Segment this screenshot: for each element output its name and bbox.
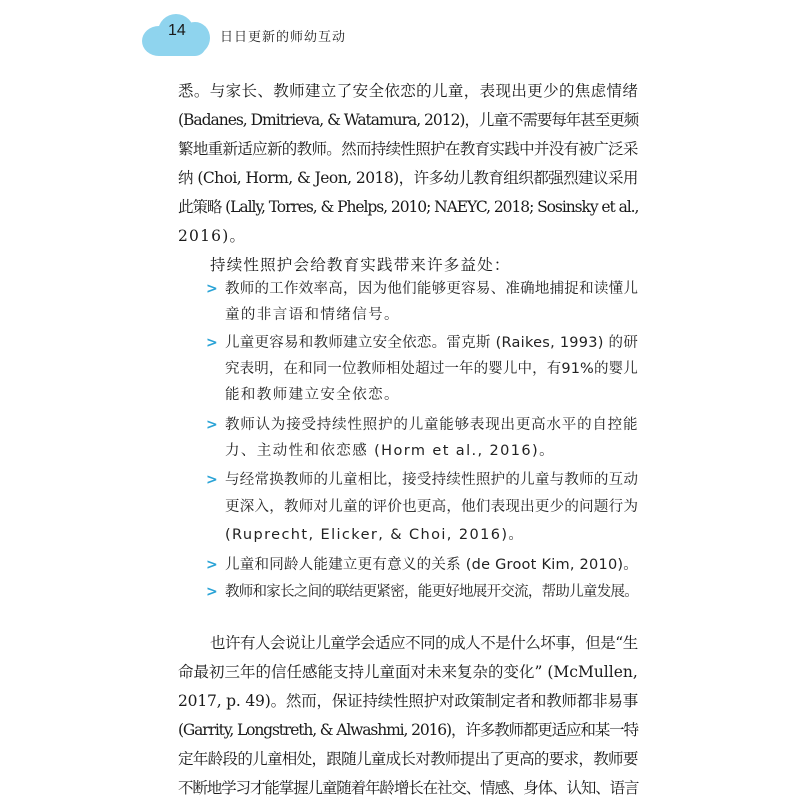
page-number: 14: [168, 22, 186, 39]
bullet-arrow-icon: >: [206, 557, 218, 573]
bullet-arrow-icon: >: [206, 417, 218, 433]
bullet-line: 究表明，在和同一位教师相处超过一年的婴儿中，有91%的婴儿: [225, 361, 638, 377]
page-header: [0, 0, 800, 80]
para2-line: 命最初三年的信任感能支持儿童面对未来复杂的变化” (McMullen,: [178, 663, 638, 681]
bullet-line: 教师的工作效率高，因为他们能够更容易、准确地捕捉和读懂儿: [225, 281, 639, 297]
bullet-line: 童的非言语和情绪信号。: [225, 307, 400, 323]
bullet-line: 能和教师建立安全依恋。: [225, 387, 400, 403]
bullet-arrow-icon: >: [206, 335, 218, 351]
para2-line: (Garrity, Longstreth, & Alwashmi, 2016)，许多教师都更适应和某一特: [178, 721, 638, 739]
para2-line: 定年龄段的儿童相处，跟随儿童成长对教师提出了更高的要求，教师要: [178, 750, 638, 768]
bullet-line: (Ruprecht, Elicker, & Choi, 2016)。: [225, 527, 525, 543]
running-title: 日日更新的师幼互动: [220, 30, 347, 45]
bullets-intro: 持续性照护会给教育实践带来许多益处：: [210, 256, 511, 274]
para1-line: (Badanes, Dmitrieva, & Watamura, 2012)，儿童不需要每年甚至更频: [178, 111, 639, 129]
bullet-line: 教师和家长之间的联结更紧密，能更好地展开交流，帮助儿童发展。: [225, 584, 638, 600]
bullet-line: 与经常换教师的儿童相比，接受持续性照护的儿童与教师的互动: [225, 472, 639, 488]
para1-line: 2016)。: [178, 227, 247, 245]
para1-line: 此策略 (Lally, Torres, & Phelps, 2010; NAEYC, 2018; Sosinsky et al.,: [178, 198, 639, 216]
bullet-arrow-icon: >: [206, 281, 218, 297]
para1-line: 纳 (Choi, Horm, & Jeon, 2018)，许多幼儿教育组织都强烈建议采用: [178, 169, 638, 187]
bullet-line: 儿童和同龄人能建立更有意义的关系 (de Groot Kim, 2010)。: [225, 557, 639, 573]
para1-line: 繁地重新适应新的教师。然而持续性照护在教育实践中并没有被广泛采: [178, 140, 638, 158]
para2-line: 不断地学习才能掌握儿童随着年龄增长在社交、情感、身体、认知、语言: [178, 779, 639, 797]
para2-line: 也许有人会说让儿童学会适应不同的成人不是什么坏事，但是“生: [210, 634, 638, 652]
bullet-line: 教师认为接受持续性照护的儿童能够表现出更高水平的自控能: [225, 417, 639, 433]
bullet-line: 儿童更容易和教师建立安全依恋。雷克斯 (Raikes, 1993) 的研: [225, 335, 639, 351]
bullet-arrow-icon: >: [206, 584, 218, 600]
bullet-line: 更深入，教师对儿童的评价也更高，他们表现出更少的问题行为: [225, 499, 639, 515]
bullet-line: 力、主动性和依恋感 (Horm et al., 2016)。: [225, 443, 555, 459]
para2-line: 2017, p. 49)。然而，保证持续性照护对政策制定者和教师都非易事: [178, 692, 639, 710]
para1-line: 悉。与家长、教师建立了安全依恋的儿童，表现出更少的焦虑情绪: [178, 82, 639, 100]
bullet-arrow-icon: >: [206, 472, 218, 488]
